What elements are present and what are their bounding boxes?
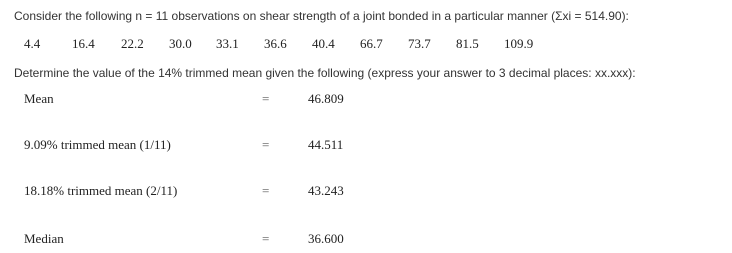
median-value: 36.600	[308, 231, 344, 246]
trimmed-mean-1-value: 44.511	[308, 137, 344, 152]
equals-sign: =	[262, 137, 270, 152]
equals-sign: =	[262, 231, 270, 246]
trimmed-mean-2-label: 18.18% trimmed mean (2/11)	[24, 183, 178, 198]
equals-sign: =	[262, 183, 270, 198]
observation-value: 36.6	[264, 36, 287, 51]
observation-value: 81.5	[456, 36, 479, 51]
observation-value: 4.4	[24, 36, 41, 51]
observation-value: 30.0	[169, 36, 192, 51]
median-label: Median	[24, 231, 64, 246]
observation-value: 33.1	[216, 36, 239, 51]
observation-value: 22.2	[121, 36, 144, 51]
mean-label: Mean	[24, 91, 54, 106]
observation-value: 109.9	[504, 36, 534, 51]
trimmed-mean-1-label: 9.09% trimmed mean (1/11)	[24, 137, 171, 152]
mean-value: 46.809	[308, 91, 344, 106]
observation-value: 73.7	[408, 36, 431, 51]
task-instruction: Determine the value of the 14% trimmed mean given the following (express your answer to 3 decimal places: xx.xxx):	[14, 66, 636, 80]
observation-value: 40.4	[312, 36, 335, 51]
trimmed-mean-2-value: 43.243	[308, 183, 344, 198]
problem-statement: Consider the following n = 11 observations on shear strength of a joint bonded in a particular manner (Σxi = 514.90):	[14, 9, 629, 23]
equals-sign: =	[262, 91, 270, 106]
observation-value: 66.7	[360, 36, 383, 51]
observation-value: 16.4	[72, 36, 95, 51]
